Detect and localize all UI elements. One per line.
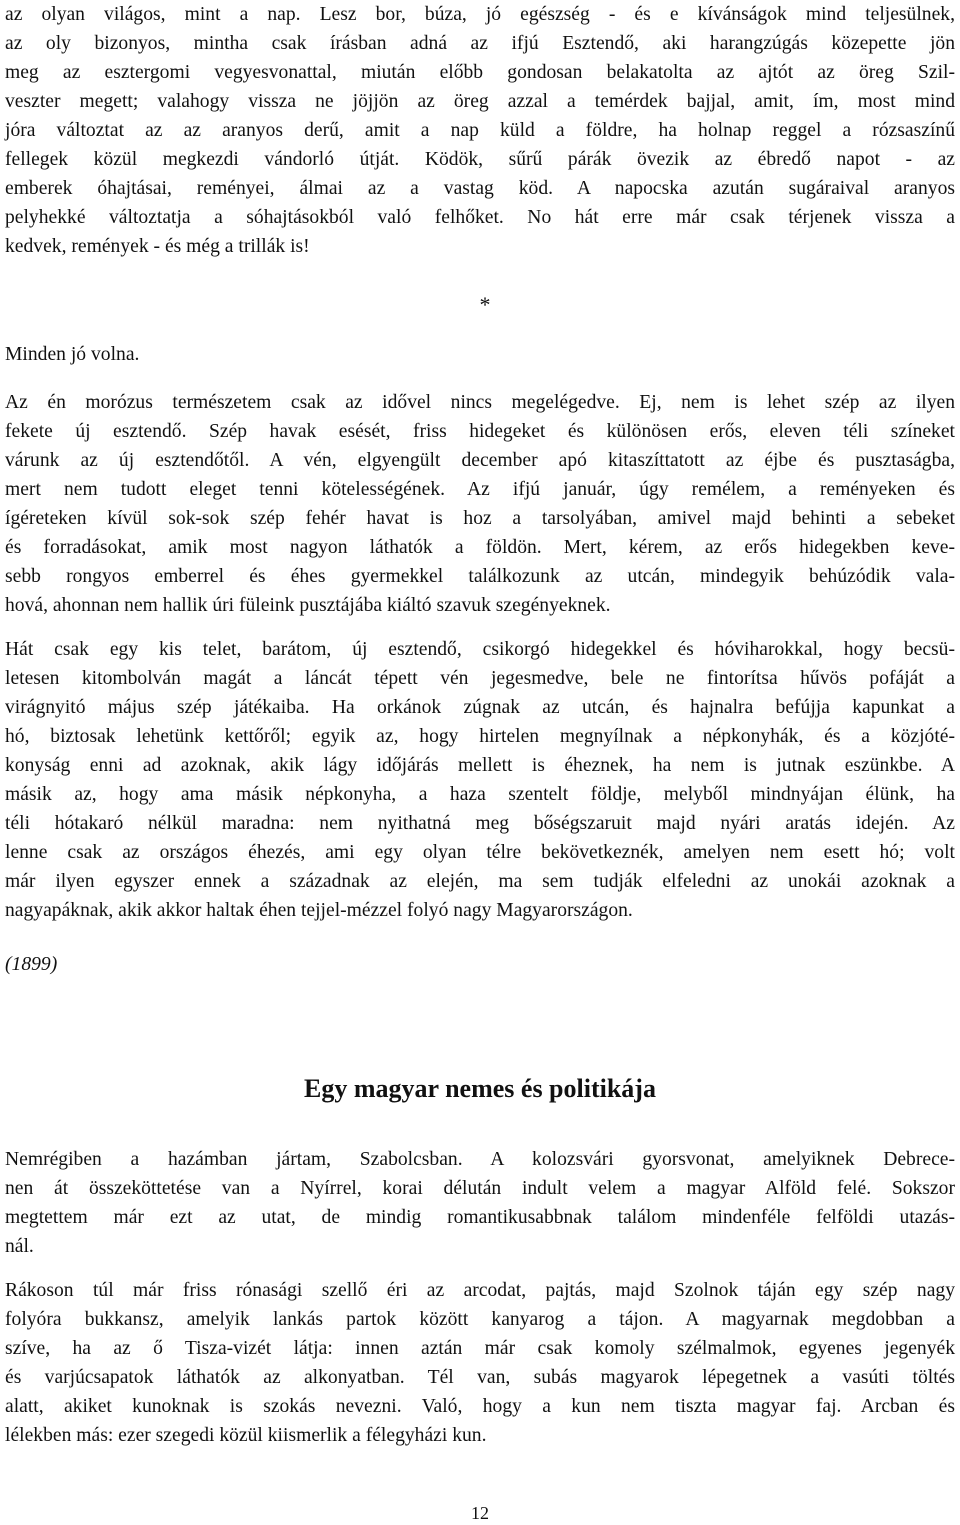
text-line: fekete új esztendő. Szép havak esését, friss hidegeket és különösen erős, eleven téli színeket <box>5 421 955 442</box>
page-number: 12 <box>471 1503 489 1523</box>
text-line: alatt, akiket kunoknak is szokás nevezni. Való, hogy a kun nem tiszta magyar faj. Arcban és <box>5 1396 955 1417</box>
text-line: Rákoson túl már friss rónasági szellő éri az arcodat, pajtás, majd Szolnok táján egy szép nagy <box>5 1280 955 1301</box>
text-line: nagyapáknak, akik akkor haltak éhen tejjel-mézzel folyó nagy Magyarországon. <box>5 900 633 921</box>
text-line: mert nem tudott eleget tenni kötelességének. Az ifjú január, úgy remélem, a reményeken és <box>5 479 955 500</box>
date-note: (1899) <box>5 954 58 975</box>
text-line: kedvek, remények - és még a trillák is! <box>5 236 310 257</box>
text-line: konyság enni ad azoknak, akik lágy időjárás mellett is éheznek, ha nem is jutnak eszünkbe. A <box>5 755 955 776</box>
text-line: folyóra bukkansz, amelyik lankás partok között kanyarog a tájon. A magyarnak megdobban a <box>5 1309 955 1330</box>
text-line: nál. <box>5 1236 34 1257</box>
text-line: lélekben más: ezer szegedi közül kiismerlik a félegyházi kun. <box>5 1425 487 1446</box>
text-line: lenne csak az országos éhezés, ami egy olyan télre bekövetkeznék, amelyen nem esett hó; volt <box>5 842 955 863</box>
chapter-title: Egy magyar nemes és politikája <box>304 1074 656 1103</box>
text-line: Hát csak egy kis telet, barátom, új esztendő, csikorgó hidegekkel és hóviharokkal, hogy becsü- <box>5 639 955 660</box>
text-line: hó, biztosak lehetünk kettőről; egyik az, hogy hirtelen megnyílnak a népkonyhák, és a közjóté- <box>5 726 955 747</box>
text-line: veszter megett; valahogy vissza ne jöjjön az öreg azzal a temérdek bajjal, amit, ím, most mind <box>5 91 955 112</box>
text-line: és forradásokat, amik most nagyon láthatók a földön. Mert, kérem, az erős hidegekben keve- <box>5 537 955 558</box>
text-line: pelyhekké változtatja a sóhajtásokból való felhőket. No hát erre már csak térjenek vissza a <box>5 207 955 228</box>
text-line: hová, ahonnan nem hallik úri füleink pusztájába kiáltó szavuk szegényeknek. <box>5 595 611 616</box>
text-line: várunk az új esztendőtől. A vén, elgyengült december apó kitaszíttatott az éjbe és pusztaságba, <box>5 450 955 471</box>
text-line: sebb rongyos emberrel és éhes gyermekkel találkozunk az utcán, mindegyik behúzódik vala- <box>5 566 955 587</box>
text-line: jóra változtat az az aranyos derű, amit a nap küld a földre, ha holnap reggel a rózsaszínű <box>5 120 955 141</box>
text-line: megtettem már ezt az utat, de mindig romantikusabbnak találom mindenféle felföldi utazás- <box>5 1207 955 1228</box>
text-line: Az én morózus természetem csak az idővel nincs megelégedve. Ej, nem is lehet szép az ilyen <box>5 392 955 413</box>
text-line: fellegek közül megkezdi vándorló útját. Ködök, sűrű párák övezik az ébredő napot - az <box>5 149 955 170</box>
text-line: téli hótakaró nélkül maradna: nem nyithatná meg bőségszaruit majd nyári aratás idején. Az <box>5 813 955 834</box>
text-line: virágnyitó május szép játékaiba. Ha orkánok zúgnak az utcán, és hajnalra befújja kapunkat a <box>5 697 955 718</box>
text-line: Nemrégiben a hazámban jártam, Szabolcsban. A kolozsvári gyorsvonat, amelyiknek Debrece- <box>5 1149 955 1170</box>
text-line: az oly bizonyos, mintha csak írásban adná az ifjú Esztendő, aki harangzúgás közepette jön <box>5 33 955 54</box>
text-line: letesen kitombolván magát a láncát tépett vén jegesmedve, bele ne fintorítsa hűvös pofáját a <box>5 668 955 689</box>
text-line: nen át összeköttetése van a Nyírrel, korai délután indult velem a magyar Alföld felé. Sokszor <box>5 1178 955 1199</box>
text-line: emberek óhajtásai, reményei, álmai az a vastag köd. A napocska azután sugáraival aranyos <box>5 178 955 199</box>
text-line: szíve, ha az ő Tisza-vizét látja: innen aztán már csak komoly szélmalmok, egyenes jegenyék <box>5 1338 955 1359</box>
section-separator: * <box>479 292 491 317</box>
text-line: másik az, hogy ama másik népkonyha, a haza szentelt földje, melyből mindnyájan élünk, ha <box>5 784 955 805</box>
text-line: az olyan világos, mint a nap. Lesz bor, búza, jó egészség - és e kívánságok mind teljesülnek, <box>5 4 955 25</box>
text-line: és varjúcsapatok láthatók az alkonyatban. Tél van, subás magyarok lépegetnek a vasúti töltés <box>5 1367 955 1388</box>
paragraph-heading: Minden jó volna. <box>5 344 140 365</box>
text-line: meg az esztergomi vegyesvonattal, miután előbb gondosan belakatolta az ajtót az öreg Szil- <box>5 62 955 83</box>
text-line: már ilyen egyszer ennek a századnak az elején, ma sem tudják elfeledni az unokái azoknak a <box>5 871 955 892</box>
text-line: ígéreteken kívül sok-sok szép fehér havat is hoz a tarsolyában, amivel majd behinti a sebeket <box>5 508 955 529</box>
